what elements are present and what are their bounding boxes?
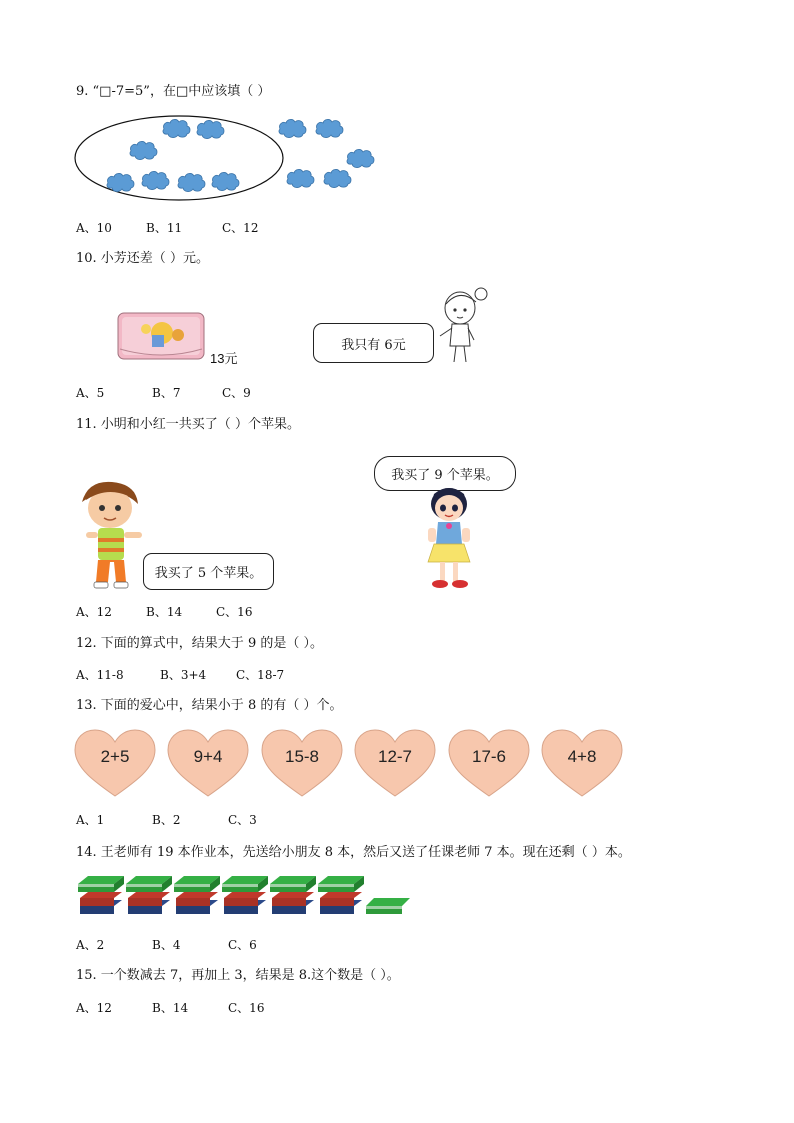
books-image: [76, 872, 416, 920]
boy-speech-bubble: 我买了 5 个苹果。: [143, 553, 274, 590]
girl-xiaohong: [418, 484, 480, 592]
cloud-9: [316, 119, 343, 137]
q14-option-c: C、6: [228, 938, 257, 952]
price-label: 13元: [210, 351, 238, 366]
girl-speech-bubble: 我买了 9 个苹果。: [374, 456, 516, 491]
boy-xiaoming: [76, 478, 146, 590]
cloud-2: [197, 120, 224, 138]
book-stack-6: [318, 876, 364, 914]
question-11: 11. 小明和小红一共买了（ ）个苹果。: [76, 417, 300, 432]
heart-label-3: 15-8: [284, 747, 320, 766]
book-stack-5: [270, 876, 316, 914]
question-10: 10. 小芳还差（ ）元。: [76, 251, 209, 266]
cloud-6: [178, 173, 205, 191]
book-stack-2: [126, 876, 172, 914]
cloud-4: [107, 173, 134, 191]
question-14: 14. 王老师有 19 本作业本，先送给小朋友 8 本，然后又送了任课老师 7 本。现在还剩（ ）本。: [76, 845, 631, 860]
heart-label-6: 4+8: [567, 747, 597, 766]
q15-option-a: A、12: [76, 1001, 112, 1015]
q9-option-b: B、11: [146, 221, 183, 235]
q9-option-c: C、12: [222, 221, 259, 235]
heart-label-4: 12-7: [377, 747, 413, 766]
q9-option-a: A、10: [76, 221, 112, 235]
cloud-5: [142, 171, 169, 189]
book-stack-1: [78, 876, 124, 914]
pencil-case-image: [116, 305, 208, 363]
q10-option-b: B、7: [152, 386, 181, 400]
q15-option-c: C、16: [228, 1001, 265, 1015]
q15-option-b: B、14: [152, 1001, 189, 1015]
single-book: [366, 898, 410, 914]
cloud-7: [212, 172, 239, 190]
book-stack-4: [222, 876, 268, 914]
q13-option-c: C、3: [228, 813, 257, 827]
q13-option-a: A、1: [76, 813, 105, 827]
question-13: 13. 下面的爱心中，结果小于 8 的有（ ）个。: [76, 698, 343, 713]
q11-option-b: B、14: [146, 605, 183, 619]
cloud-3: [130, 141, 157, 159]
q12-option-b: B、3+4: [160, 668, 207, 682]
cloud-diagram: [70, 110, 390, 210]
girl-drawing: [434, 284, 496, 366]
question-9: 9. “□-7=5”，在□中应该填（ ）: [76, 84, 271, 99]
q14-option-b: B、4: [152, 938, 181, 952]
q10-option-a: A、5: [76, 386, 105, 400]
question-15: 15. 一个数减去 7，再加上 3，结果是 8.这个数是（ ）。: [76, 968, 400, 983]
cloud-11: [287, 169, 314, 187]
heart-label-2: 9+4: [193, 747, 223, 766]
q12-option-c: C、18-7: [236, 668, 285, 682]
q14-option-a: A、2: [76, 938, 105, 952]
q13-option-b: B、2: [152, 813, 181, 827]
heart-label-1: 2+5: [100, 747, 130, 766]
q11-option-c: C、16: [216, 605, 253, 619]
book-stack-3: [174, 876, 220, 914]
cloud-10: [347, 149, 374, 167]
cloud-12: [324, 169, 351, 187]
q12-option-a: A、11-8: [76, 668, 124, 682]
speech-bubble-6-yuan: 我只有 6元: [313, 323, 434, 363]
heart-label-5: 17-6: [471, 747, 507, 766]
q11-option-a: A、12: [76, 605, 112, 619]
cloud-8: [279, 119, 306, 137]
question-12: 12. 下面的算式中，结果大于 9 的是（ ）。: [76, 636, 323, 651]
cloud-1: [163, 119, 190, 137]
q10-option-c: C、9: [222, 386, 251, 400]
